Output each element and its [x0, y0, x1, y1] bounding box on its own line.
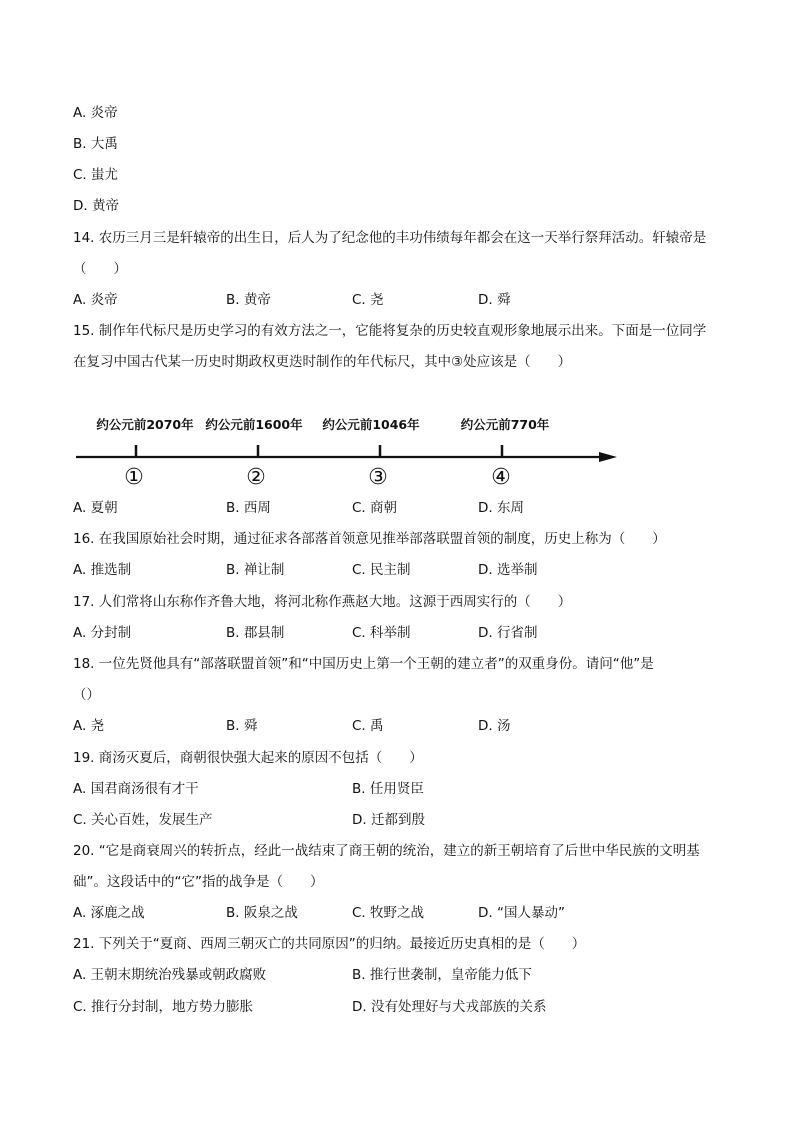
q18-option-b: B. 舜 — [226, 718, 258, 734]
q14-option-a: A. 炎帝 — [73, 292, 118, 308]
q13-option-a: A. 炎帝 — [73, 105, 118, 121]
q20-option-b: B. 阪泉之战 — [226, 905, 298, 921]
timeline-date-4: 约公元前770年 — [460, 417, 550, 432]
q20-stem-line1: 20. “它是商衰周兴的转折点，经此一战结束了商王朝的统治，建立的新王朝培育了后世中华民族的文明基 — [73, 843, 700, 859]
timeline-marker-2: ② — [246, 465, 266, 490]
q14-stem-line2: （ ） — [73, 261, 127, 277]
q14-option-d: D. 舜 — [478, 292, 511, 308]
q13-option-b: B. 大禹 — [73, 136, 118, 152]
q19-option-c: C. 关心百姓，发展生产 — [73, 812, 213, 828]
q18-stem-line1: 18. 一位先贤他具有“部落联盟首领”和“中国历史上第一个王朝的建立者”的双重身份。请问“他”是 — [73, 656, 654, 672]
q15-stem-line2: 在复习中国古代某一历史时期政权更迭时制作的年代标尺，其中③处应该是（ ） — [73, 354, 572, 370]
timeline-marker-3: ③ — [368, 465, 388, 490]
q18-option-c: C. 禹 — [352, 718, 384, 734]
q17-stem: 17. 人们常将山东称作齐鲁大地，将河北称作燕赵大地。这源于西周实行的（ ） — [73, 594, 572, 610]
q16-option-a: A. 推选制 — [73, 562, 132, 578]
timeline-date-1: 约公元前2070年 — [96, 417, 194, 432]
timeline-date-2: 约公元前1600年 — [205, 417, 303, 432]
timeline-date-3: 约公元前1046年 — [322, 417, 420, 432]
q15-stem-line1: 15. 制作年代标尺是历史学习的有效方法之一，它能将复杂的历史较直观形象地展示出来。下面是一位同学 — [73, 323, 707, 339]
q19-stem: 19. 商汤灭夏后，商朝很快强大起来的原因不包括（ ） — [73, 750, 423, 766]
q15-option-b: B. 西周 — [226, 500, 271, 516]
q17-option-a: A. 分封制 — [73, 625, 132, 641]
q15-timeline — [0, 400, 794, 492]
q19-option-b: B. 任用贤臣 — [352, 781, 424, 797]
q16-option-b: B. 禅让制 — [226, 562, 285, 578]
q17-option-b: B. 郡县制 — [226, 625, 285, 641]
q15-option-c: C. 商朝 — [352, 500, 398, 516]
q17-option-c: C. 科举制 — [352, 625, 411, 641]
q15-option-a: A. 夏朝 — [73, 500, 118, 516]
q18-stem-line2: （） — [73, 687, 100, 703]
q20-option-a: A. 涿鹿之战 — [73, 905, 145, 921]
q19-option-a: A. 国君商汤很有才干 — [73, 781, 199, 797]
q18-option-d: D. 汤 — [478, 718, 511, 734]
q16-option-d: D. 选举制 — [478, 562, 538, 578]
q13-option-d: D. 黄帝 — [73, 198, 119, 214]
q17-option-d: D. 行省制 — [478, 625, 538, 641]
q21-option-d: D. 没有处理好与犬戎部族的关系 — [352, 999, 547, 1015]
q20-stem-line2: 础”。这段话中的“它”指的战争是（ ） — [73, 874, 324, 890]
q13-option-c: C. 蚩尤 — [73, 167, 119, 183]
q14-option-c: C. 尧 — [352, 292, 384, 308]
q14-stem-line1: 14. 农历三月三是轩辕帝的出生日，后人为了纪念他的丰功伟绩每年都会在这一天举行祭拜活动。轩辕帝是 — [73, 230, 707, 246]
timeline-marker-4: ④ — [491, 465, 511, 490]
q16-stem: 16. 在我国原始社会时期，通过征求各部落首领意见推举部落联盟首领的制度，历史上称为（ ） — [73, 531, 666, 547]
q18-option-a: A. 尧 — [73, 718, 105, 734]
timeline-arrow-icon — [599, 452, 617, 462]
q15-option-d: D. 东周 — [478, 500, 524, 516]
q21-option-b: B. 推行世袭制，皇帝能力低下 — [352, 967, 532, 983]
q16-option-c: C. 民主制 — [352, 562, 411, 578]
q21-stem: 21. 下列关于“夏商、西周三朝灭亡的共同原因”的归纳。最接近历史真相的是（ ） — [73, 936, 586, 952]
timeline-marker-1: ① — [124, 465, 144, 490]
q20-option-d: D. “国人暴动” — [478, 905, 565, 921]
q21-option-c: C. 推行分封制，地方势力膨胀 — [73, 999, 254, 1015]
q14-option-b: B. 黄帝 — [226, 292, 271, 308]
q19-option-d: D. 迁都到殷 — [352, 812, 425, 828]
q20-option-c: C. 牧野之战 — [352, 905, 425, 921]
q21-option-a: A. 王朝末期统治残暴或朝政腐败 — [73, 967, 267, 983]
